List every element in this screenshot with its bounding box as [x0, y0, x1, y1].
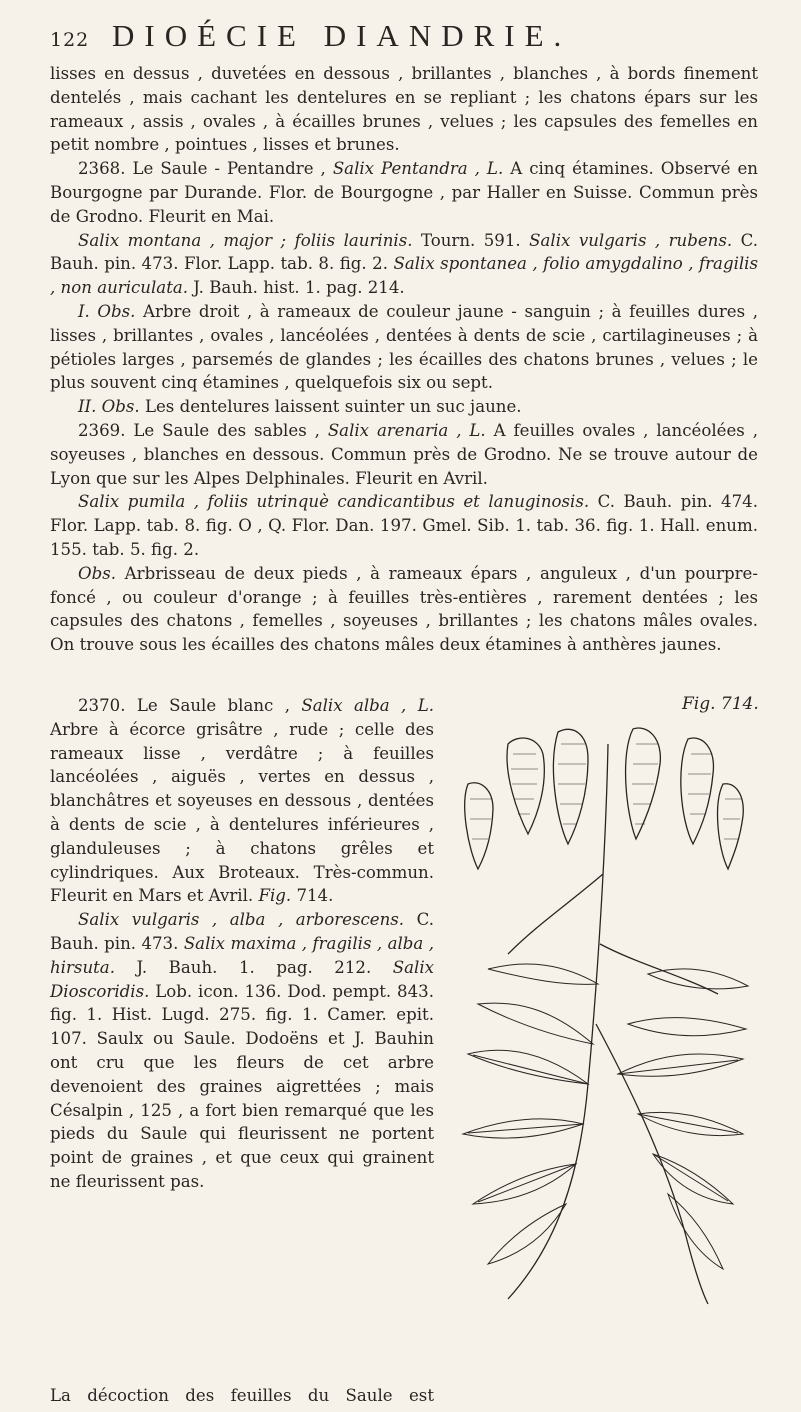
- column-text: [50, 694, 434, 1194]
- paragraph: Salix pumila , foliis utrinquè candicantibus et lanuginosis. C. Bauh. pin. 474. Flor. Lapp. tab. 8. fig. O , Q. Flor. Dan. 197. Gmel. Sib. 1. tab. 36. fig. 1. Hall. enum. 155. tab. 5. fig. 2.: [50, 492, 758, 559]
- page-header: [50, 18, 750, 58]
- paragraph: Salix montana , major ; foliis laurinis. Tourn. 591. Salix vulgaris , rubens. C. Bauh. pin. 473. Flor. Lapp. tab. 8. fig. 2. Salix spontanea , folio amygdalino , fragilis , non auriculata. J. Bauh. hist. 1. pag. 214.: [50, 230, 759, 298]
- paragraph: lisses en dessus , duvetées en dessous , brillantes , blanches , à bords finement dentelés , mais cachant les dentelures en se repliant ; les chatons épars sur les rameaux , assis , ovales , à écailles brunes , velues ; les capsules des femelles en petit nombre , pointues , lisses et brunes.: [50, 64, 758, 155]
- paragraph: 2370. Le Saule blanc , Salix alba , L. Arbre à écorce grisâtre , rude ; celle des rameaux lisse , verdâtre ; à feuilles lancéolées , aiguës , vertes en dessus , blanchâtres et soyeuses en dessous , dentées à dents de scie , à dentelures inférieures , glanduleuses ; à chatons grêles et cylindriques. Aux Broteaux. Très-commun. Fleurit en Mars et Avril. Fig. 714.: [50, 696, 434, 906]
- paragraph: I. Obs. Arbre droit , à rameaux de couleur jaune - sanguin ; à feuilles dures , lisses , brillantes , ovales , lancéolées , dentées à dents de scie , cartilagineuses ; à pétioles larges , parsemés de glandes ; les écailles des chatons brunes , velues ; le plus souvent cinq étamines , quelquefois six ou sept.: [50, 301, 758, 393]
- running-title: DIOÉCIE DIANDRIE.: [112, 18, 572, 53]
- bottom-line: La décoction des feuilles du Saule est: [50, 1386, 434, 1405]
- paragraph: II. Obs. Les dentelures laissent suinter un suc jaune.: [78, 397, 522, 417]
- paragraph: 2369. Le Saule des sables , Salix arenaria , L. A feuilles ovales , lancéolées , soyeuses , blanches en dessous. Commun près de Grodno. Ne se trouve autour de Lyon que sur les Alpes Delphinales. Fleurit en Avril.: [50, 420, 758, 488]
- main-text: [50, 62, 758, 657]
- figure-label: Fig. 714.: [682, 694, 759, 714]
- paragraph: 2368. Le Saule - Pentandre , Salix Pentandra , L. A cinq étamines. Observé en Bourgogne par Durande. Flor. de Bourgogne , par Haller en Suisse. Commun près de Grodno. Fleurit en Mai.: [50, 159, 758, 226]
- page-number: 122: [50, 29, 90, 51]
- paragraph: Salix vulgaris , alba , arborescens. C. Bauh. pin. 473. Salix maxima , fragilis , alba , hirsuta. J. Bauh. 1. pag. 212. Salix Dioscoridis. Lob. icon. 136. Dod. pempt. 843. fig. 1. Hist. Lugd. 275. fig. 1. Camer. epit. 107. Saulx ou Saule. Dodoëns et J. Bauhin ont cru que les fleurs de cet arbre devenoient des graines aigrettées ; mais Césalpin , 125 , a fort bien remarqué que les pieds du Saule qui fleurissent ne portent point de graines , et que ceux qui grainent ne fleurissent pas.: [50, 910, 435, 1191]
- paragraph: Obs. Arbrisseau de deux pieds , à rameaux épars , anguleux , d'un pourpre-foncé , ou couleur d'orange ; à feuilles très-entières , rarement dentées ; les capsules des chatons , femelles , soyeuses , brillantes ; les chatons mâles ovales. On trouve sous les écailles des chatons mâles deux étamines à anthères jaunes.: [50, 563, 758, 655]
- willow-branch-illustration: [448, 724, 758, 1309]
